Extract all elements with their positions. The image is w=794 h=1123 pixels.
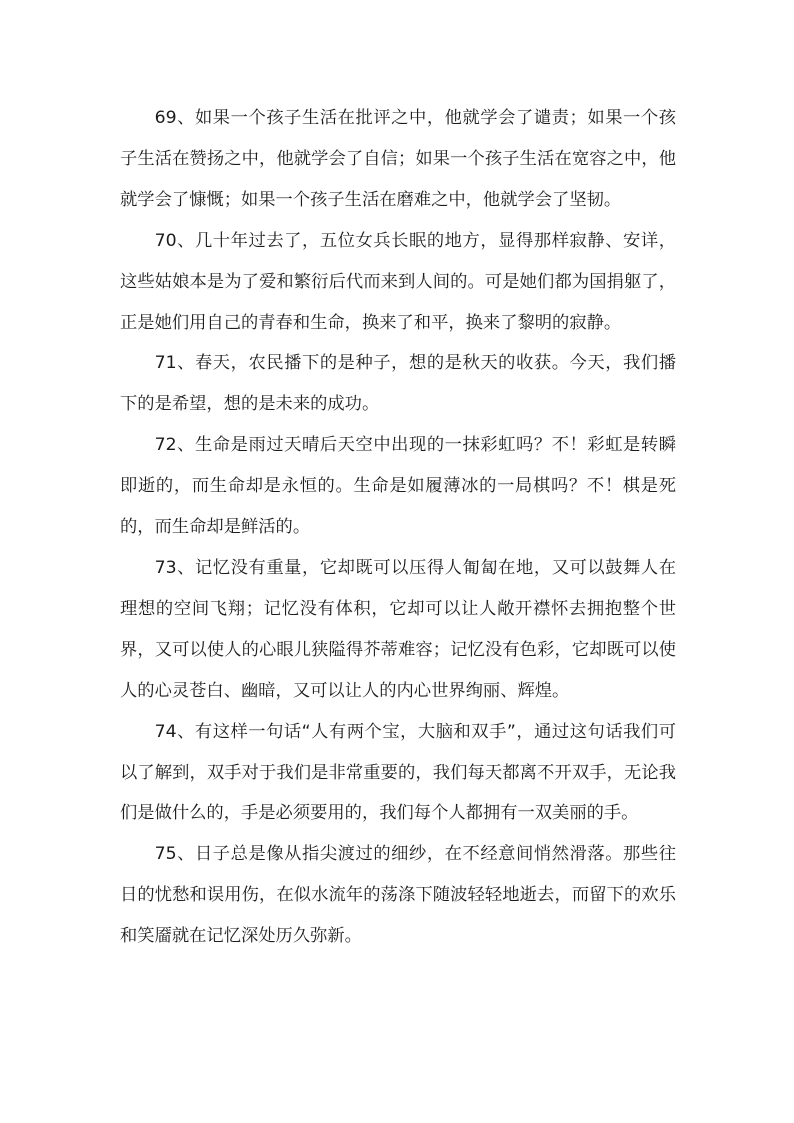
paragraph-75: 75、日子总是像从指尖渡过的细纱，在不经意间悄然滑落。那些往日的忧愁和误用伤，在似水流年的荡涤下随波轻轻地逝去，而留下的欢乐和笑靥就在记忆深处历久弥新。 [120, 844, 676, 947]
paragraph-71: 71、春天，农民播下的是种子，想的是秋天的收获。今天，我们播下的是希望，想的是未来的成功。 [120, 353, 676, 415]
paragraph-69: 69、如果一个孩子生活在批评之中，他就学会了谴责；如果一个孩子生活在赞扬之中，他就学会了自信；如果一个孩子生活在宽容之中，他就学会了慷慨；如果一个孩子生活在磨难之中，他就学会了坚韧。 [120, 108, 676, 210]
paragraph-70: 70、几十年过去了，五位女兵长眠的地方，显得那样寂静、安详，这些姑娘本是为了爱和繁衍后代而来到人间的。可是她们都为国捐躯了，正是她们用自己的青春和生命，换来了和平，换来了黎明的寂静。 [120, 230, 676, 333]
document-body [120, 98, 676, 957]
paragraph-72: 72、生命是雨过天晴后天空中出现的一抹彩虹吗？不！彩虹是转瞬即逝的，而生命却是永恒的。生命是如履薄冰的一局棋吗？不！棋是死的，而生命却是鲜活的。 [120, 435, 676, 538]
paragraph-74: 74、有这样一句话“人有两个宝，大脑和双手”，通过这句话我们可以了解到，双手对于我们是非常重要的，我们每天都离不开双手，无论我们是做什么的，手是必须要用的，我们每个人都拥有一双美丽的手。 [120, 721, 676, 824]
paragraph-73: 73、记忆没有重量，它却既可以压得人匍匐在地，又可以鼓舞人在理想的空间飞翔；记忆没有体积，它却可以让人敞开襟怀去拥抱整个世界，又可以使人的心眼儿狭隘得芥蒂难容；记忆没有色彩，它却既可以使人的心灵苍白、幽暗，又可以让人的内心世界绚丽、辉煌。 [120, 557, 676, 701]
